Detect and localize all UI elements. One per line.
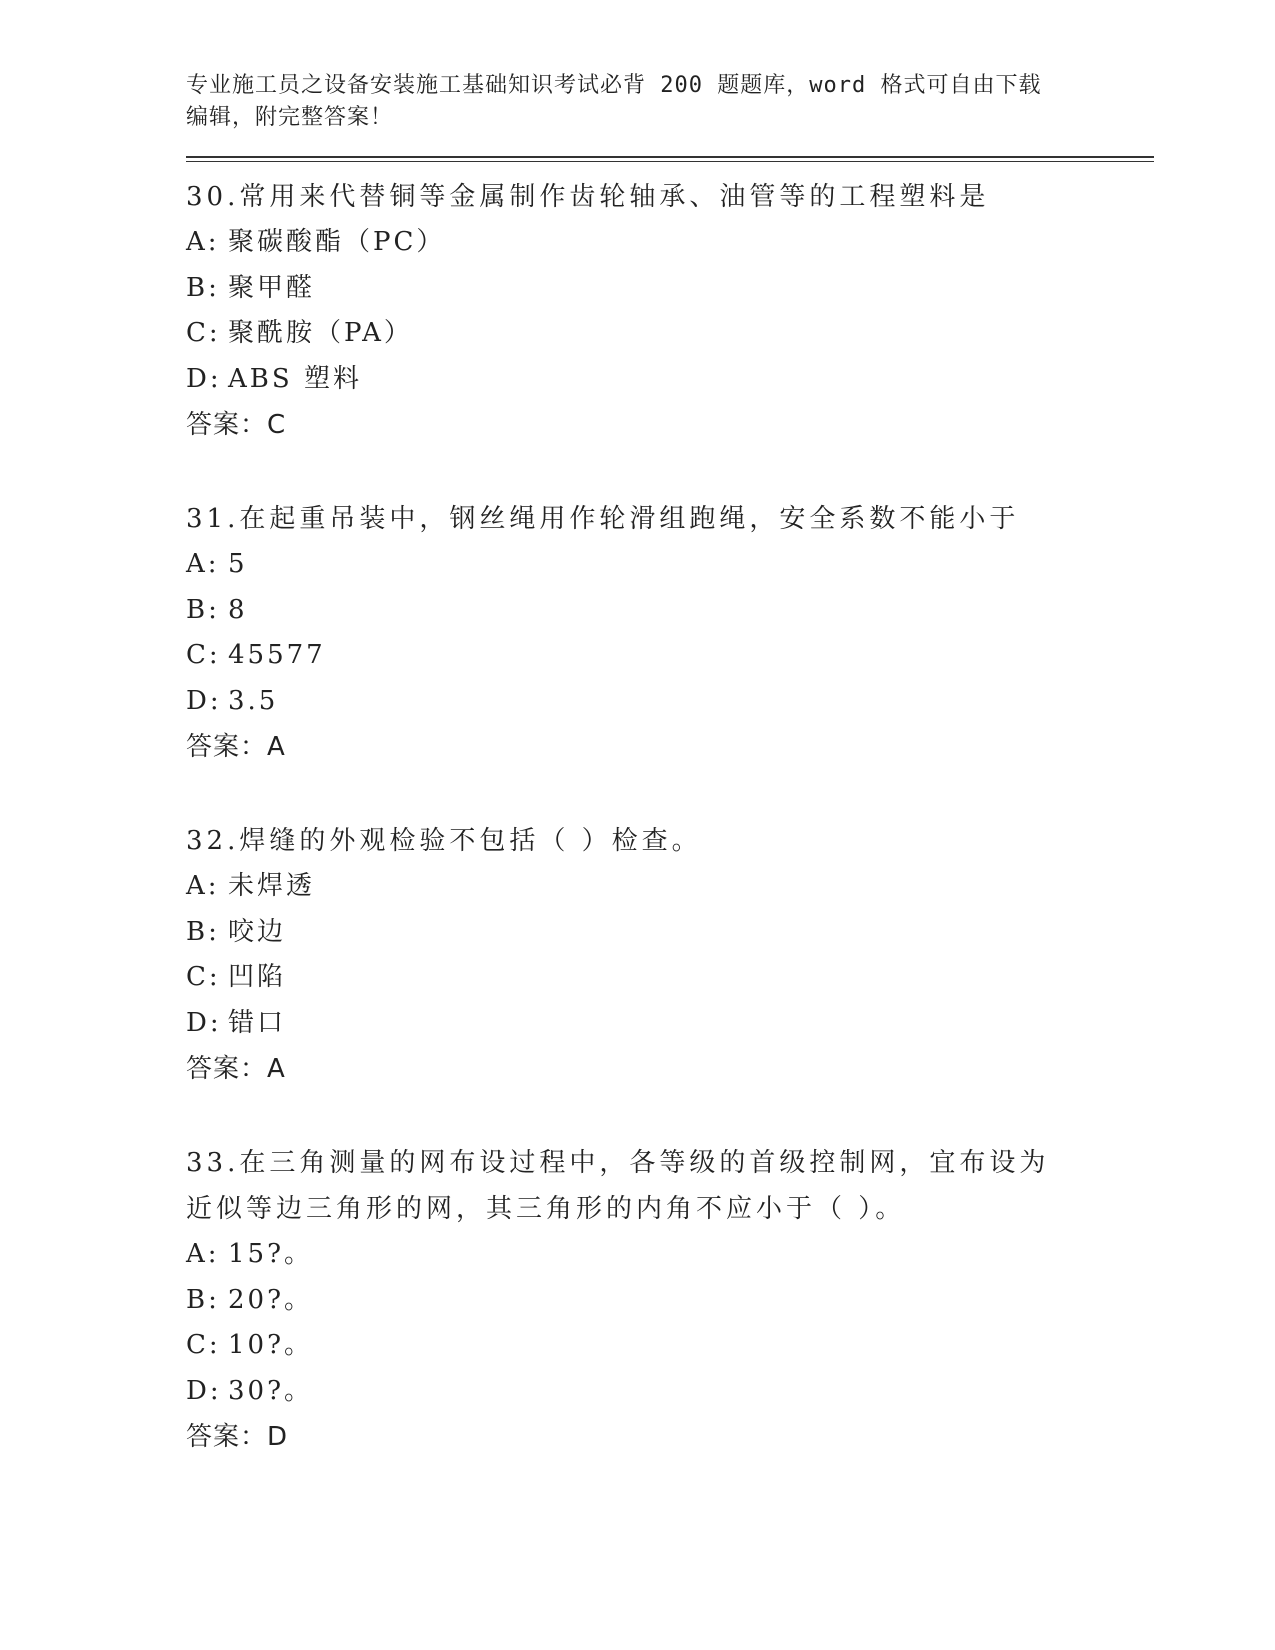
question-text: 30.常用来代替铜等金属制作齿轮轴承、油管等的工程塑料是 [186, 182, 990, 212]
option-letter: B: [186, 272, 220, 303]
answer-text: 答案：A [186, 732, 286, 762]
option-text: 8 [228, 594, 248, 625]
option-text: 10?。 [228, 1330, 314, 1360]
question-list [186, 174, 1146, 1460]
option-d [186, 1369, 1146, 1415]
option-a [186, 1232, 1146, 1278]
option-letter: B: [186, 916, 220, 947]
option-b [186, 588, 1146, 634]
option-letter: D: [186, 363, 222, 394]
option-text: ABS 塑料 [228, 363, 362, 394]
option-a [186, 864, 1146, 910]
option-c [186, 633, 1146, 679]
option-c [186, 311, 1146, 357]
answer-text: 答案：A [186, 1054, 286, 1084]
option-a [186, 220, 1146, 266]
divider-line-thin [186, 161, 1154, 162]
option-letter: A: [186, 549, 220, 579]
question-text: 33.在三角测量的网布设过程中，各等级的首级控制网，宜布设为近似等边三角形的网，其三角形的内角不应小于（ ）。 [186, 1148, 1050, 1224]
option-text: 凹陷 [228, 962, 287, 992]
option-text: 45577 [228, 640, 326, 670]
option-letter: D: [186, 685, 222, 716]
question-33 [186, 1140, 1146, 1460]
option-text: 15?。 [228, 1239, 314, 1269]
option-d [186, 1001, 1146, 1047]
option-c [186, 955, 1146, 1001]
option-text: 错口 [228, 1007, 287, 1038]
document-header [186, 70, 1066, 134]
option-letter: C: [186, 962, 221, 992]
option-text: 聚碳酸酯（PC） [228, 227, 446, 257]
option-letter: B: [186, 1284, 220, 1315]
option-d [186, 357, 1146, 403]
question-31 [186, 496, 1146, 770]
option-letter: D: [186, 1375, 222, 1406]
answer-text: 答案：D [186, 1422, 289, 1452]
option-text: 5 [228, 549, 248, 579]
option-text: 3.5 [228, 685, 279, 716]
option-text: 未焊透 [228, 871, 316, 901]
option-letter: C: [186, 1330, 221, 1360]
option-b [186, 910, 1146, 956]
option-text: 20?。 [228, 1284, 314, 1315]
answer-text: 答案：C [186, 410, 287, 440]
header-line-2: 编辑，附完整答案！ [186, 105, 394, 130]
option-letter: D: [186, 1007, 222, 1038]
option-text: 30?。 [228, 1375, 314, 1406]
option-b [186, 1278, 1146, 1324]
question-32 [186, 818, 1146, 1092]
header-line-1: 专业施工员之设备安装施工基础知识考试必背 200 题题库，word 格式可自由下载 [186, 73, 1042, 98]
option-a [186, 542, 1146, 588]
option-letter: C: [186, 318, 221, 348]
option-text: 聚酰胺（PA） [228, 318, 413, 348]
option-text: 咬边 [228, 916, 287, 947]
question-30 [186, 174, 1146, 448]
option-letter: A: [186, 1239, 220, 1269]
option-d [186, 679, 1146, 725]
option-letter: A: [186, 871, 220, 901]
option-letter: C: [186, 640, 221, 670]
divider-line-thick [186, 156, 1154, 158]
option-b [186, 266, 1146, 312]
question-text: 32.焊缝的外观检验不包括（ ）检查。 [186, 826, 702, 856]
document-page [186, 70, 1146, 1508]
option-letter: A: [186, 227, 220, 257]
option-letter: B: [186, 594, 220, 625]
question-text: 31.在起重吊装中，钢丝绳用作轮滑组跑绳，安全系数不能小于 [186, 504, 1020, 534]
header-divider [186, 156, 1154, 162]
option-c [186, 1323, 1146, 1369]
option-text: 聚甲醛 [228, 272, 316, 303]
